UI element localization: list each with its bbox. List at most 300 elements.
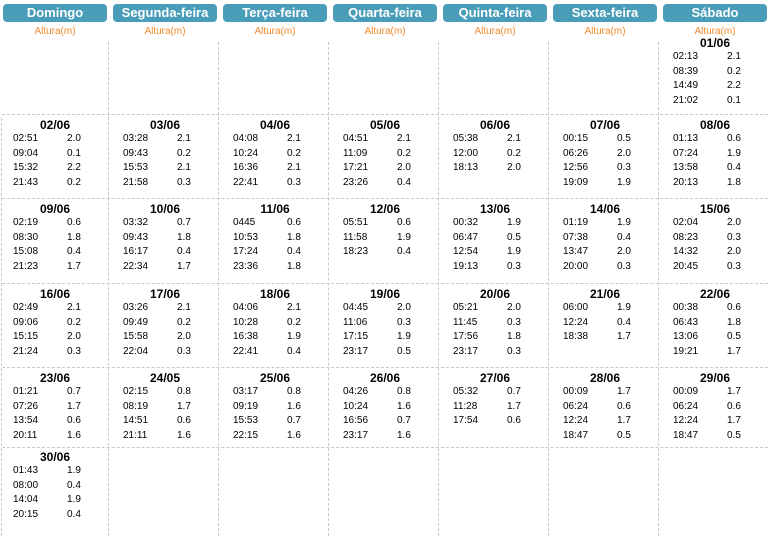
tide-height: 0.2 — [67, 316, 81, 328]
day-date: 06/06 — [479, 118, 511, 132]
tide-row — [665, 80, 765, 95]
tide-row — [335, 177, 435, 192]
tide-height: 2.1 — [177, 133, 191, 144]
tide-row — [555, 401, 655, 416]
tide-time: 13:06 — [673, 331, 699, 342]
day-cell — [115, 371, 215, 444]
tide-row — [555, 317, 655, 332]
day-date: 18/06 — [259, 287, 291, 301]
tide-height: 1.8 — [287, 260, 301, 272]
day-date: 14/06 — [589, 202, 621, 216]
tide-row — [115, 415, 215, 430]
tide-time: 10:24 — [343, 400, 369, 412]
tide-time: 04:51 — [343, 133, 369, 144]
day-cell — [5, 450, 105, 523]
tide-time: 08:00 — [13, 479, 39, 491]
tide-row — [5, 480, 105, 495]
tide-time: 16:17 — [123, 246, 149, 257]
height-label: Altura(m) — [584, 26, 626, 37]
tide-row — [335, 415, 435, 430]
day-cell — [335, 371, 435, 444]
tide-height: 0.6 — [177, 415, 191, 426]
day-cell — [5, 202, 105, 275]
day-date: 12/06 — [369, 202, 401, 216]
day-cell — [445, 202, 545, 275]
tide-time: 18:23 — [343, 246, 369, 257]
height-label: Altura(m) — [364, 26, 406, 37]
day-date: 02/06 — [39, 118, 71, 132]
tide-height: 1.8 — [507, 331, 521, 342]
tide-row — [665, 346, 765, 361]
tide-row — [665, 401, 765, 416]
tide-row — [115, 401, 215, 416]
tide-time: 22:41 — [233, 345, 259, 357]
tide-row — [665, 317, 765, 332]
day-date: 19/06 — [369, 287, 401, 301]
tide-row — [225, 162, 325, 177]
tide-time: 11:58 — [343, 231, 368, 243]
tide-row — [5, 261, 105, 276]
tide-row — [115, 217, 215, 232]
tide-row — [5, 317, 105, 332]
day-cell — [555, 118, 655, 191]
tide-time: 11:06 — [343, 316, 368, 328]
tide-time: 18:47 — [673, 429, 699, 441]
tide-height: 0.6 — [727, 302, 741, 313]
tide-height: 2.1 — [397, 133, 411, 144]
tide-row — [5, 133, 105, 148]
weekday-header: Terça-feira — [223, 4, 327, 22]
tide-height: 1.7 — [177, 400, 191, 412]
tide-time: 12:00 — [453, 147, 479, 159]
tide-row — [445, 302, 545, 317]
tide-row — [335, 133, 435, 148]
tide-time: 00:09 — [673, 386, 699, 397]
column-divider — [108, 42, 109, 536]
tide-row — [5, 401, 105, 416]
tide-time: 18:47 — [563, 429, 589, 441]
tide-height: 0.4 — [617, 231, 631, 243]
tide-time: 14:51 — [123, 415, 149, 426]
tide-height: 2.2 — [67, 162, 81, 173]
tide-row — [445, 401, 545, 416]
tide-row — [335, 331, 435, 346]
tide-height: 1.6 — [397, 400, 411, 412]
tide-height: 0.2 — [507, 147, 521, 159]
tide-row — [335, 317, 435, 332]
tide-row — [665, 386, 765, 401]
height-label: Altura(m) — [694, 26, 736, 37]
column-divider — [548, 42, 549, 536]
tide-height: 0.3 — [507, 316, 521, 328]
tide-row — [445, 331, 545, 346]
tide-height: 0.1 — [67, 147, 81, 159]
tide-height: 0.4 — [617, 316, 631, 328]
tide-time: 06:43 — [673, 316, 699, 328]
tide-row — [445, 346, 545, 361]
tide-time: 09:43 — [123, 231, 149, 243]
tide-height: 1.6 — [177, 429, 191, 441]
tide-time: 06:47 — [453, 231, 479, 243]
tide-row — [665, 148, 765, 163]
tide-time: 16:38 — [233, 331, 259, 342]
tide-row — [5, 148, 105, 163]
tide-time: 18:38 — [563, 331, 589, 342]
tide-time: 06:24 — [673, 400, 699, 412]
tide-time: 22:41 — [233, 176, 259, 188]
column-divider — [658, 42, 659, 536]
tide-row — [335, 232, 435, 247]
tide-height: 0.3 — [177, 176, 191, 188]
tide-row — [555, 162, 655, 177]
tide-height: 1.9 — [617, 217, 631, 228]
tide-time: 21:58 — [123, 176, 149, 188]
tide-time: 05:51 — [343, 217, 369, 228]
tide-height: 0.4 — [67, 508, 81, 520]
tide-row — [115, 386, 215, 401]
tide-height: 0.6 — [727, 133, 741, 144]
row-divider — [2, 447, 768, 448]
tide-height: 0.5 — [617, 429, 631, 441]
tide-time: 01:13 — [673, 133, 699, 144]
tide-height: 1.9 — [507, 246, 521, 257]
day-date: 29/06 — [699, 371, 731, 385]
day-date: 23/06 — [39, 371, 71, 385]
tide-height: 1.8 — [177, 231, 191, 243]
tide-row — [115, 162, 215, 177]
tide-time: 06:26 — [563, 147, 589, 159]
tide-row — [335, 246, 435, 261]
tide-row — [5, 246, 105, 261]
tide-height: 1.6 — [287, 400, 301, 412]
tide-row — [115, 261, 215, 276]
tide-height: 0.5 — [617, 133, 631, 144]
tide-row — [225, 217, 325, 232]
tide-row — [5, 509, 105, 524]
day-cell — [555, 202, 655, 275]
day-cell — [225, 287, 325, 360]
tide-time: 02:15 — [123, 386, 149, 397]
tide-row — [555, 386, 655, 401]
tide-row — [335, 162, 435, 177]
tide-height: 0.3 — [397, 316, 411, 328]
tide-row — [225, 331, 325, 346]
height-label: Altura(m) — [34, 26, 76, 37]
tide-row — [555, 217, 655, 232]
tide-row — [335, 217, 435, 232]
tide-height: 1.7 — [727, 386, 741, 397]
tide-time: 06:00 — [563, 302, 589, 313]
day-date: 27/06 — [479, 371, 511, 385]
tide-height: 2.0 — [67, 331, 81, 342]
tide-row — [555, 148, 655, 163]
tide-height: 0.8 — [397, 386, 411, 397]
weekday-header: Sábado — [663, 4, 767, 22]
tide-row — [115, 246, 215, 261]
tide-height: 0.2 — [177, 316, 191, 328]
tide-time: 16:56 — [343, 415, 369, 426]
tide-height: 0.4 — [177, 246, 191, 257]
tide-height: 0.5 — [397, 345, 411, 357]
day-cell — [555, 287, 655, 346]
tide-time: 08:30 — [13, 231, 39, 243]
tide-height: 0.7 — [67, 386, 81, 397]
tide-height: 0.3 — [287, 176, 301, 188]
tide-height: 2.2 — [727, 80, 741, 91]
tide-height: 0.4 — [397, 176, 411, 188]
row-divider — [2, 283, 768, 284]
tide-time: 05:21 — [453, 302, 479, 313]
tide-time: 00:32 — [453, 217, 479, 228]
tide-time: 17:56 — [453, 331, 479, 342]
tide-time: 01:21 — [13, 386, 39, 397]
day-cell — [335, 118, 435, 191]
tide-time: 09:04 — [13, 147, 39, 159]
tide-row — [555, 261, 655, 276]
tide-time: 19:21 — [673, 345, 699, 357]
tide-row — [555, 331, 655, 346]
tide-row — [225, 430, 325, 445]
tide-height: 0.7 — [287, 415, 301, 426]
day-date: 07/06 — [589, 118, 621, 132]
tide-row — [665, 95, 765, 110]
tide-row — [225, 415, 325, 430]
tide-row — [445, 261, 545, 276]
day-cell — [225, 371, 325, 444]
tide-height: 0.4 — [67, 479, 81, 491]
tide-height: 2.0 — [507, 302, 521, 313]
tide-time: 04:08 — [233, 133, 259, 144]
tide-time: 03:32 — [123, 217, 149, 228]
tide-height: 0.3 — [727, 260, 741, 272]
day-date: 04/06 — [259, 118, 291, 132]
tide-time: 10:53 — [233, 231, 259, 243]
tide-time: 20:11 — [13, 429, 38, 441]
tide-height: 0.3 — [617, 162, 631, 173]
tide-height: 2.0 — [397, 302, 411, 313]
tide-time: 15:32 — [13, 162, 39, 173]
tide-height: 2.1 — [287, 162, 301, 173]
tide-height: 0.3 — [617, 260, 631, 272]
tide-height: 0.4 — [67, 246, 81, 257]
tide-height: 1.7 — [617, 415, 631, 426]
tide-height: 0.1 — [727, 94, 741, 106]
tide-row — [5, 232, 105, 247]
day-cell — [665, 202, 765, 275]
tide-row — [445, 386, 545, 401]
tide-row — [665, 133, 765, 148]
tide-row — [445, 217, 545, 232]
tide-time: 15:15 — [13, 331, 39, 342]
day-date: 09/06 — [39, 202, 71, 216]
tide-time: 01:19 — [563, 217, 589, 228]
tide-row — [5, 494, 105, 509]
tide-time: 11:28 — [453, 400, 478, 412]
tide-height: 0.2 — [287, 147, 301, 159]
tide-row — [665, 232, 765, 247]
tide-row — [225, 148, 325, 163]
tide-height: 0.2 — [397, 147, 411, 159]
tide-time: 02:51 — [13, 133, 39, 144]
tide-time: 07:24 — [673, 147, 699, 159]
tide-height: 1.8 — [727, 316, 741, 328]
tide-row — [115, 331, 215, 346]
day-date: 26/06 — [369, 371, 401, 385]
tide-row — [335, 430, 435, 445]
tide-time: 13:54 — [13, 415, 39, 426]
tide-time: 00:15 — [563, 133, 589, 144]
tide-time: 21:23 — [13, 260, 39, 272]
tide-height: 0.6 — [67, 415, 81, 426]
tide-height: 1.7 — [727, 415, 741, 426]
tide-time: 23:17 — [343, 429, 369, 441]
tide-time: 14:49 — [673, 80, 699, 91]
tide-height: 2.1 — [67, 302, 81, 313]
tide-height: 2.1 — [287, 133, 301, 144]
day-cell — [335, 287, 435, 360]
tide-time: 20:13 — [673, 176, 699, 188]
row-divider — [2, 367, 768, 368]
tide-height: 0.2 — [67, 176, 81, 188]
tide-time: 22:15 — [233, 429, 259, 441]
tide-row — [5, 162, 105, 177]
tide-height: 2.1 — [177, 302, 191, 313]
day-date: 10/06 — [149, 202, 181, 216]
tide-row — [335, 302, 435, 317]
tide-height: 2.1 — [727, 51, 741, 62]
day-cell — [665, 118, 765, 191]
tide-height: 1.9 — [507, 217, 521, 228]
tide-row — [225, 246, 325, 261]
tide-time: 21:11 — [123, 429, 148, 441]
tide-row — [555, 246, 655, 261]
height-label: Altura(m) — [254, 26, 296, 37]
tide-height: 0.3 — [507, 260, 521, 272]
tide-row — [445, 232, 545, 247]
tide-height: 0.6 — [67, 217, 81, 228]
tide-height: 1.7 — [507, 400, 521, 412]
tide-row — [115, 430, 215, 445]
height-label: Altura(m) — [474, 26, 516, 37]
column-divider — [218, 42, 219, 536]
row-divider — [2, 114, 768, 115]
height-label: Altura(m) — [144, 26, 186, 37]
day-date: 22/06 — [699, 287, 731, 301]
tide-row — [5, 302, 105, 317]
tide-row — [115, 302, 215, 317]
tide-row — [555, 133, 655, 148]
tide-height: 0.2 — [287, 316, 301, 328]
tide-height: 0.8 — [287, 386, 301, 397]
tide-time: 21:24 — [13, 345, 39, 357]
day-date: 21/06 — [589, 287, 621, 301]
tide-height: 0.4 — [727, 162, 741, 173]
day-date: 11/06 — [260, 202, 290, 216]
tide-time: 20:45 — [673, 260, 699, 272]
day-date: 30/06 — [39, 450, 71, 464]
tide-row — [555, 177, 655, 192]
day-cell — [115, 118, 215, 191]
tide-height: 1.9 — [67, 494, 81, 505]
tide-time: 12:24 — [563, 316, 589, 328]
weekday-header: Quinta-feira — [443, 4, 547, 22]
tide-row — [665, 51, 765, 66]
tide-time: 12:56 — [563, 162, 589, 173]
tide-time: 21:43 — [13, 176, 39, 188]
tide-time: 17:15 — [343, 331, 369, 342]
tide-row — [5, 217, 105, 232]
day-date: 08/06 — [699, 118, 731, 132]
weekday-header: Quarta-feira — [333, 4, 437, 22]
tide-time: 14:32 — [673, 246, 699, 257]
tide-time: 00:09 — [563, 386, 589, 397]
tide-height: 0.8 — [177, 386, 191, 397]
tide-height: 2.1 — [287, 302, 301, 313]
day-cell — [665, 36, 765, 109]
tide-time: 16:36 — [233, 162, 259, 173]
tide-row — [665, 217, 765, 232]
tide-height: 1.7 — [67, 260, 81, 272]
tide-height: 1.9 — [287, 331, 301, 342]
day-cell — [115, 202, 215, 275]
tide-time: 23:26 — [343, 176, 369, 188]
day-cell — [335, 202, 435, 261]
tide-row — [555, 415, 655, 430]
tide-time: 15:58 — [123, 331, 149, 342]
tide-height: 1.6 — [397, 429, 411, 441]
tide-time: 20:00 — [563, 260, 589, 272]
tide-height: 0.2 — [727, 65, 741, 77]
tide-row — [445, 148, 545, 163]
tide-row — [445, 162, 545, 177]
tide-time: 11:09 — [343, 147, 368, 159]
tide-row — [225, 317, 325, 332]
day-cell — [665, 371, 765, 444]
tide-row — [445, 317, 545, 332]
tide-time: 09:06 — [13, 316, 39, 328]
tide-time: 18:13 — [453, 162, 479, 173]
day-date: 05/06 — [369, 118, 401, 132]
tide-row — [665, 331, 765, 346]
tide-height: 1.9 — [397, 231, 411, 243]
day-date: 03/06 — [149, 118, 181, 132]
tide-row — [225, 133, 325, 148]
tide-time: 03:28 — [123, 133, 149, 144]
tide-height: 0.2 — [177, 147, 191, 159]
tide-row — [665, 162, 765, 177]
tide-row — [225, 232, 325, 247]
day-date: 28/06 — [589, 371, 621, 385]
tide-time: 14:04 — [13, 494, 39, 505]
tide-time: 09:43 — [123, 147, 149, 159]
tide-row — [5, 465, 105, 480]
day-cell — [5, 287, 105, 360]
tide-time: 23:17 — [343, 345, 369, 357]
tide-height: 2.0 — [177, 331, 191, 342]
tide-height: 0.4 — [287, 246, 301, 257]
day-date: 17/06 — [149, 287, 181, 301]
tide-row — [335, 148, 435, 163]
tide-time: 12:24 — [673, 415, 699, 426]
tide-time: 07:38 — [563, 231, 589, 243]
tide-height: 0.5 — [507, 231, 521, 243]
tide-height: 1.7 — [67, 400, 81, 412]
tide-row — [225, 261, 325, 276]
day-cell — [555, 371, 655, 444]
tide-time: 13:58 — [673, 162, 699, 173]
day-cell — [445, 118, 545, 177]
tide-height: 2.0 — [727, 246, 741, 257]
